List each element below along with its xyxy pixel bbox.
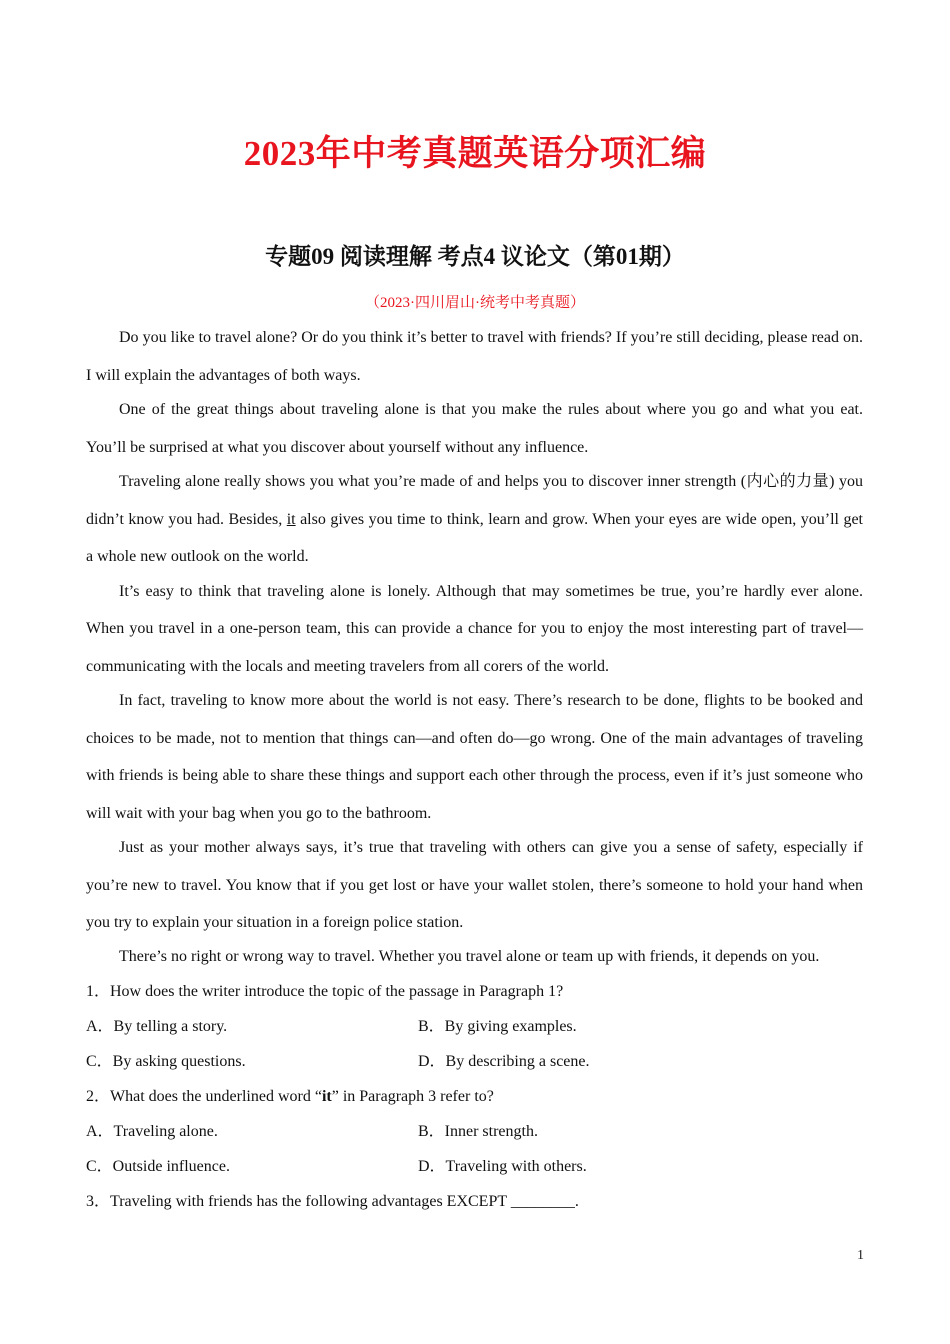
question-1-options-row-2 — [86, 1044, 863, 1079]
paragraph-1: Do you like to travel alone? Or do you think it’s better to travel with friends? If you’re still deciding, please read on. I will explain the advantages of both ways. — [86, 329, 863, 384]
page-number: 1 — [857, 1248, 864, 1263]
document-title: 2023年中考真题英语分项汇编 — [243, 134, 707, 173]
question-1-option-c: C．By asking questions. — [86, 1052, 246, 1070]
section-subtitle: 专题09 阅读理解 考点4 议论文（第01期） — [265, 244, 685, 269]
question-2-stem-start: 2．What does the underlined word “ — [86, 1087, 322, 1105]
paragraph-4: It’s easy to think that traveling alone is lonely. Although that may sometimes be true, you’re hardly ever alone. When you travel in a one-person team, this can provide a chance for you to enjoy the most interesting part of travel—communicating with the locals and meeting travelers from all corers of the world. — [86, 582, 863, 675]
paragraph-2: One of the great things about traveling alone is that you make the rules about where you go and what you eat. You’ll be surprised at what you discover about yourself without any influence. — [86, 401, 863, 456]
paragraph-3-text-start: Traveling alone really shows you what you’re made of and helps you to discover inner strength (内心的力量) you didn’t know you had. Besides, — [86, 473, 863, 528]
question-2-option-a: A．Traveling alone. — [86, 1122, 218, 1140]
question-2-options-row-1 — [86, 1114, 863, 1149]
underlined-word: it — [286, 510, 296, 528]
question-1-stem: 1．How does the writer introduce the topic of the passage in Paragraph 1? — [86, 982, 564, 1000]
question-3-stem: 3．Traveling with friends has the following advantages EXCEPT ________. — [86, 1192, 579, 1210]
paragraph-3-text-end: also gives you time to think, learn and grow. When your eyes are wide open, you’ll get a whole new outlook on the world. — [86, 510, 864, 565]
question-2-stem-end: ” in Paragraph 3 refer to? — [331, 1087, 494, 1105]
question-2-option-c: C．Outside influence. — [86, 1157, 230, 1175]
question-1-option-a: A．By telling a story. — [86, 1017, 228, 1035]
question-2-stem — [86, 1079, 863, 1114]
question-2-options-row-2 — [86, 1149, 863, 1184]
passage-body — [86, 319, 863, 1219]
question-1-option-b: B．By giving examples. — [418, 1017, 577, 1035]
question-1-options-row-1 — [86, 1009, 863, 1044]
paragraph-3 — [86, 463, 863, 576]
paragraph-6: Just as your mother always says, it’s true that traveling with others can give you a sense of safety, especially if you’re new to travel. You know that if you get lost or have your wallet stolen, there’s someone to hold your hand when you try to explain your situation in a foreign police station. — [86, 839, 863, 931]
paragraph-5: In fact, traveling to know more about the world is not easy. There’s research to be done, flights to be booked and choices to be made, not to mention that things can—and often do—go wrong. One of the main advantages of traveling with friends is being able to share these things and support each other through the process, even if it’s just someone who will wait with your bag when you go to the bathroom. — [86, 692, 863, 822]
question-2-option-b: B．Inner strength. — [418, 1122, 538, 1140]
source-note: （2023·四川眉山·统考中考真题） — [365, 295, 585, 311]
question-2-option-d: D．Traveling with others. — [418, 1157, 587, 1175]
question-2-bold-word: it — [321, 1087, 332, 1105]
paragraph-7: There’s no right or wrong way to travel. Whether you travel alone or team up with friends, it depends on you. — [119, 947, 820, 965]
question-1-option-d: D．By describing a scene. — [418, 1052, 590, 1070]
